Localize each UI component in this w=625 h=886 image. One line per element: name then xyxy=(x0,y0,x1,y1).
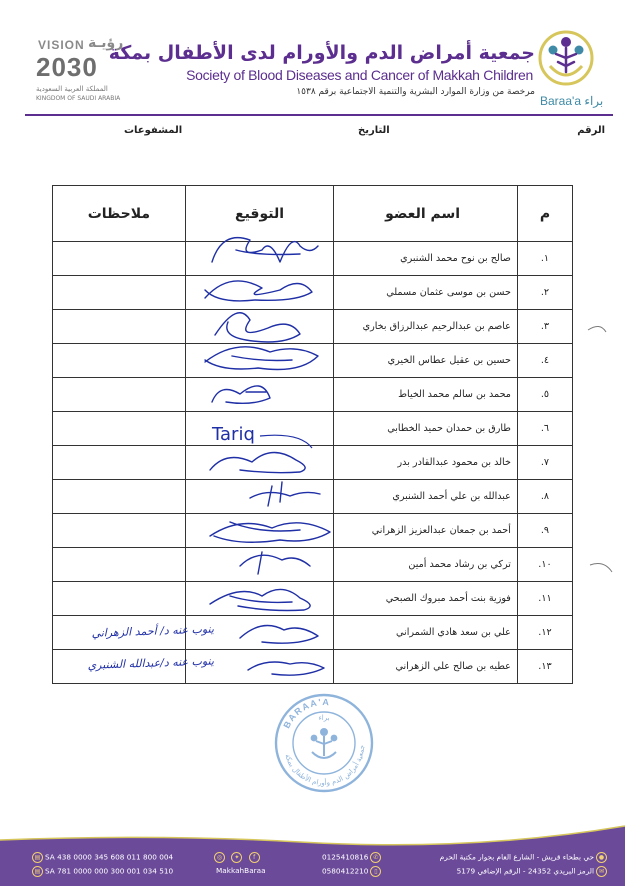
stamp-text-ar: جمعية أمراض الدم وأورام الأطفال بمكة xyxy=(283,744,367,788)
margin-marks xyxy=(588,326,612,572)
twitter-icon[interactable]: ✦ xyxy=(231,852,242,863)
table-header-row xyxy=(53,186,573,242)
signature-6-text: Tariq xyxy=(212,424,255,445)
member-name: عاصم بن عبدالرحيم عبدالرزاق بخاري xyxy=(334,310,518,344)
member-name: حسن بن موسى عثمان مسملي xyxy=(334,276,518,310)
table-row xyxy=(53,446,573,480)
signature-cell xyxy=(185,412,333,446)
row-number: ١١. xyxy=(517,582,572,616)
phone-1: 0125410816 ✆ xyxy=(322,852,383,863)
mailbox-icon: ✉ xyxy=(596,866,607,877)
bank-icon: ▤ xyxy=(32,866,43,877)
signature-cell xyxy=(185,378,333,412)
location-icon: ● xyxy=(596,852,607,863)
signature-cell xyxy=(185,276,333,310)
instagram-icon[interactable]: ◎ xyxy=(214,852,225,863)
date-label: التاريخ xyxy=(358,125,390,136)
number-label: الرقم xyxy=(577,125,605,136)
table-row xyxy=(53,378,573,412)
table-row xyxy=(53,310,573,344)
row-number: ١٣. xyxy=(517,650,572,684)
notes-cell xyxy=(53,378,186,412)
bank-account-2: ▤ SA 781 0000 000 300 001 034 510 xyxy=(30,866,173,877)
baraa-logo-icon xyxy=(536,28,596,88)
org-name-arabic: جمعية أمراض الدم والأورام لدى الأطفال بمكة xyxy=(108,42,535,64)
signature-cell xyxy=(185,242,333,276)
social-icons xyxy=(212,852,262,863)
member-name: محمد بن سالم محمد الخياط xyxy=(334,378,518,412)
row-number: ١٢. xyxy=(517,616,572,650)
table-row xyxy=(53,412,573,446)
member-name: أحمد بن جمعان عبدالعزيز الزهراني xyxy=(334,514,518,548)
signature-cell xyxy=(185,582,333,616)
signature-cell xyxy=(185,480,333,514)
row-number: ٤. xyxy=(517,344,572,378)
table-row xyxy=(53,344,573,378)
address-line-2: ✉الرمز البريدي 24352 - الرقم الإضافي 5179 xyxy=(457,866,609,877)
member-name: عبدالله بن علي أحمد الشنبري xyxy=(334,480,518,514)
signature-cell xyxy=(185,344,333,378)
header-divider xyxy=(25,114,613,116)
address-line-1: ●حي بطحاء قريش - الشارع العام بجوار مكتبة الحرم xyxy=(440,852,609,863)
table-row xyxy=(53,276,573,310)
handwritten-note: ينوب عنه د/عبدالله الشنبري xyxy=(87,654,215,672)
signature-cell xyxy=(185,514,333,548)
notes-cell xyxy=(53,548,186,582)
notes-cell xyxy=(53,514,186,548)
notes-cell xyxy=(53,480,186,514)
notes-cell xyxy=(53,242,186,276)
facebook-icon[interactable]: f xyxy=(249,852,260,863)
member-name: خالد بن محمود عبدالقادر بدر xyxy=(334,446,518,480)
row-number: ٩. xyxy=(517,514,572,548)
signature-cell xyxy=(185,310,333,344)
stamp-brand-ar: براء xyxy=(318,714,330,722)
member-name: فوزية بنت أحمد مبروك الصبحي xyxy=(334,582,518,616)
brand-name: Baraa'a براء xyxy=(540,94,604,108)
row-number: ٢. xyxy=(517,276,572,310)
table-row xyxy=(53,514,573,548)
table-row xyxy=(53,242,573,276)
notes-cell xyxy=(53,412,186,446)
row-number: ٣. xyxy=(517,310,572,344)
row-number: ٧. xyxy=(517,446,572,480)
member-name: طارق بن حمدان حميد الخطابي xyxy=(334,412,518,446)
member-name: تركي بن رشاد محمد أمين xyxy=(334,548,518,582)
license-text: مرخصة من وزارة الموارد البشرية والتنمية الاجتماعية برقم ١٥٣٨ xyxy=(296,87,535,97)
kingdom-arabic: المملكة العربية السعودية xyxy=(36,85,108,93)
attachments-label: المشفوعات xyxy=(124,125,183,136)
kingdom-english: KINGDOM OF SAUDI ARABIA xyxy=(36,95,121,102)
signature-cell xyxy=(185,548,333,582)
header-member-name: اسم العضو xyxy=(334,186,518,242)
row-number: ١٠. xyxy=(517,548,572,582)
row-number: ٥. xyxy=(517,378,572,412)
vision-year: 2030 xyxy=(36,52,98,82)
vision-word: VISION xyxy=(38,38,85,52)
member-name: علي بن سعد هادي الشمراني xyxy=(334,616,518,650)
social-handle[interactable]: MakkahBaraa xyxy=(216,866,266,875)
member-name: حسين بن عقيل عطاس الخيري xyxy=(334,344,518,378)
signature-cell xyxy=(185,446,333,480)
row-number: ٦. xyxy=(517,412,572,446)
notes-cell xyxy=(53,582,186,616)
vision-arabic: رؤيـة xyxy=(88,35,124,51)
table-row xyxy=(53,582,573,616)
notes-cell xyxy=(53,276,186,310)
row-number: ١. xyxy=(517,242,572,276)
bank-icon: ▤ xyxy=(32,852,43,863)
header-num: م xyxy=(517,186,572,242)
phone-2: 0580412210 ▯ xyxy=(322,866,383,877)
notes-cell xyxy=(53,446,186,480)
table-row xyxy=(53,548,573,582)
mobile-icon: ▯ xyxy=(370,866,381,877)
handwritten-note: ينوب عنه د/ أحمد الزهراني xyxy=(91,622,215,640)
header-signature: التوقيع xyxy=(185,186,333,242)
organization-stamp xyxy=(272,690,376,796)
notes-cell xyxy=(53,344,186,378)
table-row xyxy=(53,480,573,514)
member-name: صالح بن نوح محمد الشنبري xyxy=(334,242,518,276)
stamp-text-en: BARAA'A xyxy=(281,696,331,730)
row-number: ٨. xyxy=(517,480,572,514)
member-name: عطيه بن صالح علي الزهراني xyxy=(334,650,518,684)
org-name-english: Society of Blood Diseases and Cancer of Makkah Children xyxy=(186,67,533,83)
header-notes: ملاحظات xyxy=(53,186,186,242)
phone-icon: ✆ xyxy=(370,852,381,863)
notes-cell xyxy=(53,310,186,344)
members-signature-table xyxy=(52,185,573,684)
bank-account-1: ▤ SA 438 0000 345 608 011 800 004 xyxy=(30,852,173,863)
